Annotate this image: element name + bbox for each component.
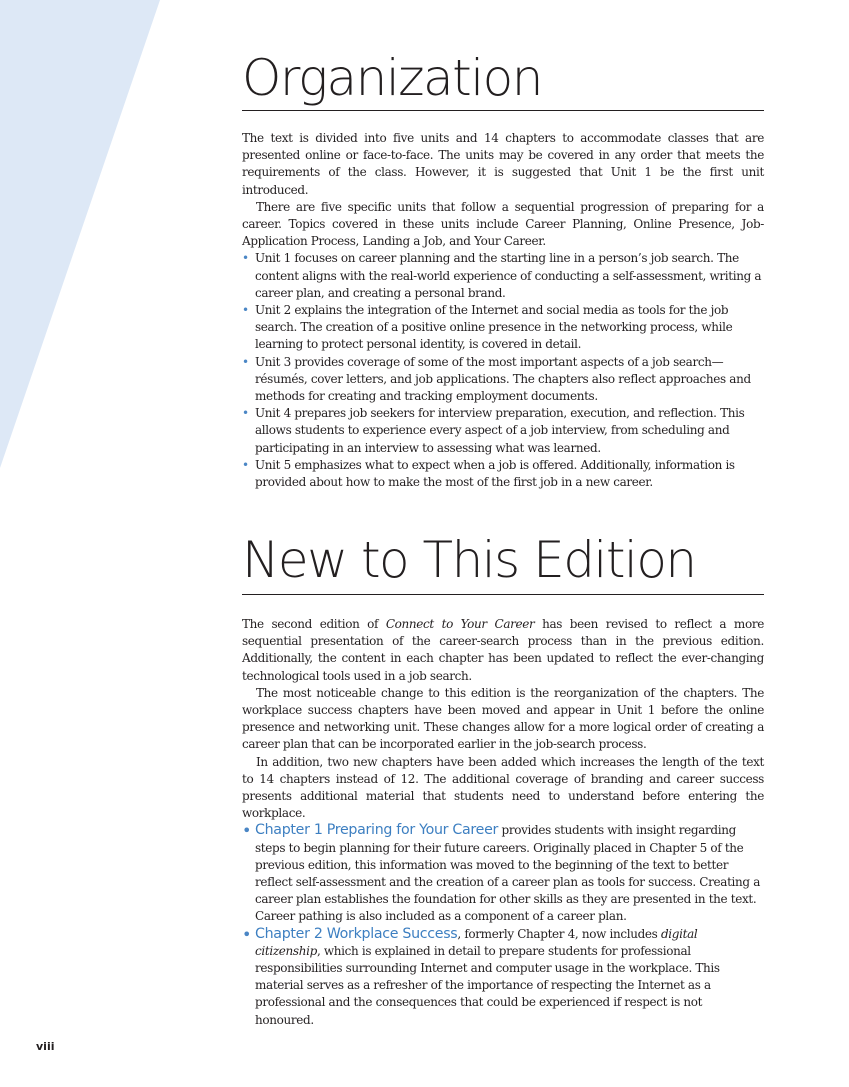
page-number: viii [36,1040,55,1053]
bullet-icon: • [242,251,249,266]
bullet-icon: • [242,303,249,318]
bullet-icon: • [242,406,249,421]
organization-paragraph-2: There are five specific units that follow a sequential progression of preparing for a career. Topics covered in these units include Career Planning, Online Presence, Job-Application Process, Landing a Job, and Your Career. [242,199,764,249]
organization-rule [242,110,764,111]
units-list [242,250,764,491]
organization-body [242,130,764,491]
new-edition-paragraph-1: The second edition of Connect to Your Career has been revised to reflect a more sequential presentation of the career-search process than in the previous edition. Additionally, the content in each chapter has been updated to reflect the ever-changing technological tools used in a job search. [242,617,764,683]
new-edition-section [242,532,764,588]
list-item: • Unit 3 provides coverage of some of the most important aspects of a job search—résumés, cover letters, and job applications. The chapters also reflect approaches and methods for creating and tracking employment documents. [242,354,751,404]
digital-citizenship-term: digital citizenship [255,926,698,958]
bullet-icon: • [242,821,252,841]
bullet-icon: • [242,354,249,369]
bullet-icon: • [242,457,249,472]
decorative-corner-shape [0,0,170,470]
new-edition-body [242,616,764,1029]
chapters-list [242,822,764,1028]
new-edition-rule [242,594,764,595]
chapter-1-title: Chapter 1 Preparing for Your Career [255,822,499,839]
list-item: • Unit 1 focuses on career planning and the starting line in a person’s job search. The content aligns with the real-world experience of conducting a self-assessment, writing a career plan, and creating a personal brand. [242,251,762,300]
list-item: • Chapter 2 Workplace Success, formerly Chapter 4, now includes digital citizenship, which is explained in detail to prepare students for professional responsibilities surrounding Internet and computer usage in the workplace. This material serves as a refresher of the importance of respecting the Internet as a professional and the consequences that could be experienced if respect is not honoured. [242,924,720,1027]
list-item: • Unit 2 explains the integration of the Internet and social media as tools for the job search. The creation of a positive online presence in the networking process, while learning to protect personal identity, is covered in detail. [242,303,733,352]
organization-section [242,50,764,106]
organization-paragraph-1: The text is divided into five units and 14 chapters to accommodate classes that are presented online or face-to-face. The units may be covered in any order that meets the requirements of the class. However, it is suggested that Unit 1 be the first unit introduced. [242,131,764,197]
new-edition-paragraph-3: In addition, two new chapters have been added which increases the length of the text to 14 chapters instead of 12. The additional coverage of branding and career success presents additional material that students need to understand before entering the workplace. [242,754,764,821]
new-edition-paragraph-2: The most noticeable change to this edition is the reorganization of the chapters. The workplace success chapters have been moved and appear in Unit 1 before the online presence and networking unit. These changes allow for a more logical order of creating a career plan that can be incorporated earlier in the job-search process. [242,685,764,752]
organization-heading: Organization [242,49,542,107]
list-item: • Unit 5 emphasizes what to expect when a job is offered. Additionally, information is provided about how to make the most of the first job in a new career. [242,457,735,490]
book-title: Connect to Your Career [385,617,535,631]
list-item: • Unit 4 prepares job seekers for interview preparation, execution, and reflection. This allows students to experience every aspect of a job interview, from scheduling and participating in an interview to assessing what was learned. [242,406,745,455]
new-edition-heading: New to This Edition [242,531,696,589]
chapter-2-title: Chapter 2 Workplace Success [255,925,458,942]
bullet-icon: • [242,924,252,944]
list-item: • Chapter 1 Preparing for Your Career provides students with insight regarding steps to begin planning for their future careers. Originally placed in Chapter 5 of the previous edition, this information was moved to the beginning of the text to better reflect self-assessment and the creation of a career plan as tools for success. Creating a career plan establishes the foundation for other skills as they are presented in the text. Career pathing is also included as a component of a career plan. [242,821,761,924]
